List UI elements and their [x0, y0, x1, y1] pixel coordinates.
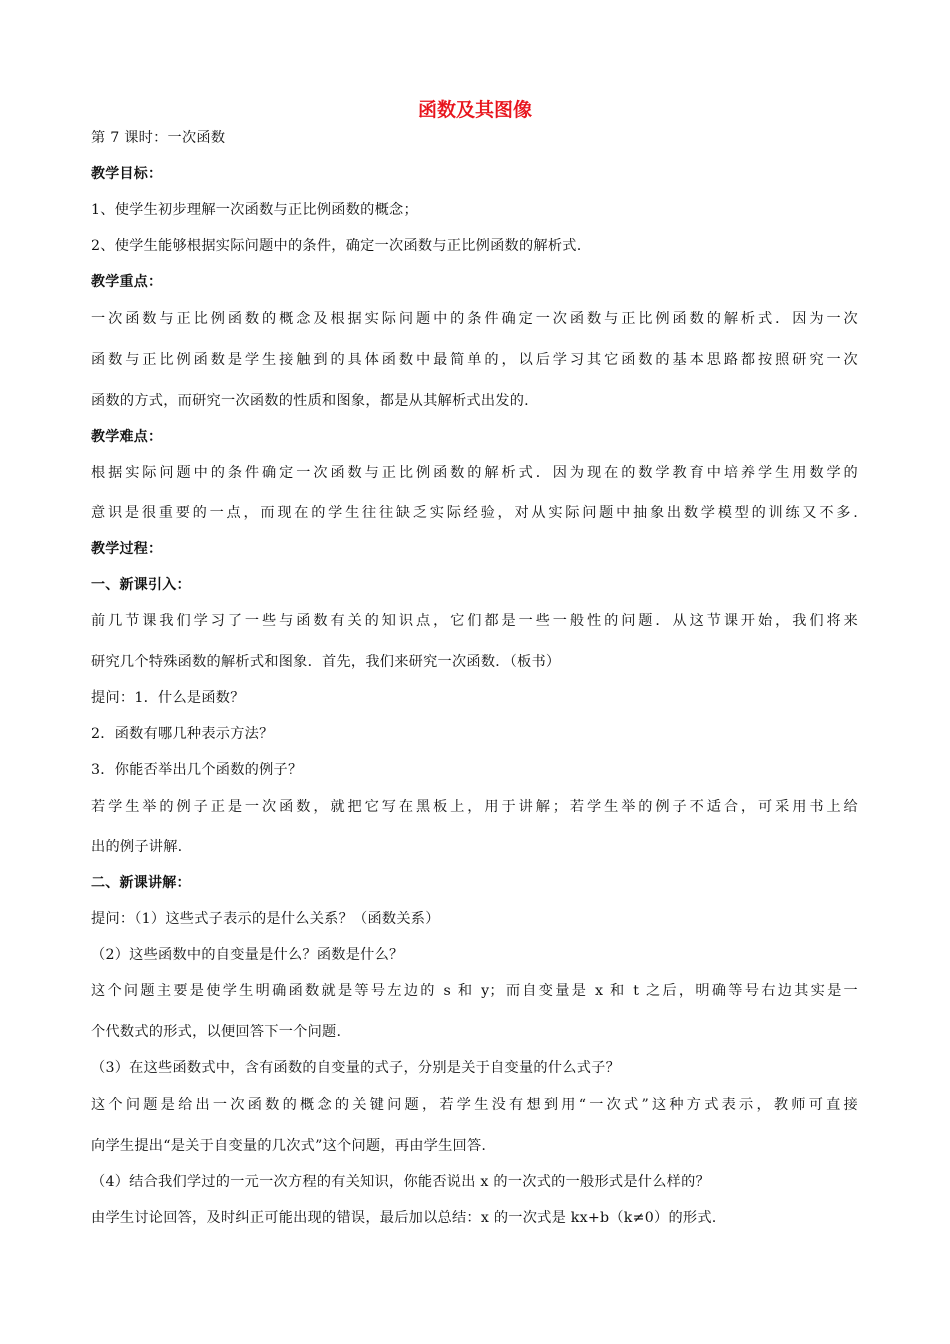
paragraph-line: 研究几个特殊函数的解析式和图象．首先，我们来研究一次函数．（板书） — [91, 654, 561, 670]
paragraph-line: 若学生举的例子正是一次函数，就把它写在黑板上，用于讲解；若学生举的例子不适合，可采用书上给 — [91, 799, 858, 815]
paragraph-line: 一次函数与正比例函数的概念及根据实际问题中的条件确定一次函数与正比例函数的解析式．因为一次 — [91, 311, 858, 327]
difficulty-heading: 教学难点： — [91, 429, 163, 445]
paragraph-line: 函数与正比例函数是学生接触到的具体函数中最简单的，以后学习其它函数的基本思路都按照研究一次 — [91, 352, 858, 368]
goals-heading: 教学目标： — [91, 166, 163, 182]
question-item: （2）这些函数中的自变量是什么？函数是什么？ — [91, 947, 404, 963]
key-points-heading: 教学重点： — [91, 274, 163, 290]
goal-item: 1、使学生初步理解一次函数与正比例函数的概念； — [91, 202, 418, 218]
question-item: 提问：（1）这些式子表示的是什么关系？（函数关系） — [91, 911, 440, 927]
document-title: 函数及其图像 — [417, 99, 532, 121]
goal-item: 2、使学生能够根据实际问题中的条件，确定一次函数与正比例函数的解析式. — [91, 238, 582, 254]
paragraph-line: 向学生提出“是关于自变量的几次式”这个问题，再由学生回答. — [91, 1138, 487, 1154]
lesson-label: 第 7 课时：一次函数 — [91, 130, 226, 146]
paragraph-line: 前几节课我们学习了一些与函数有关的知识点，它们都是一些一般性的问题．从这节课开始，我们将来 — [91, 613, 858, 629]
question-item: 2．函数有哪几种表示方法？ — [91, 726, 274, 742]
paragraph-line: 这个问题是给出一次函数的概念的关键问题，若学生没有想到用“一次式”这种方式表示，教师可直接 — [91, 1097, 858, 1113]
paragraph-line: 这个问题主要是使学生明确函数就是等号左边的 s 和 y；而自变量是 x 和 t 之后，明确等号右边其实是一 — [91, 983, 858, 999]
process-heading: 教学过程： — [91, 541, 163, 557]
new-lesson-heading: 二、新课讲解： — [91, 875, 191, 891]
question-item: （4）结合我们学过的一元一次方程的有关知识，你能否说出 x 的一次式的一般形式是什么样的？ — [91, 1174, 710, 1190]
question-item: 3．你能否举出几个函数的例子？ — [91, 762, 303, 778]
paragraph-line: 意识是很重要的一点，而现在的学生往往缺乏实际经验，对从实际问题中抽象出数学模型的训练又不多. — [91, 505, 858, 521]
paragraph-line: 个代数式的形式，以便回答下一个问题. — [91, 1024, 342, 1040]
paragraph-line: 根据实际问题中的条件确定一次函数与正比例函数的解析式．因为现在的数学教育中培养学生用数学的 — [91, 465, 858, 481]
paragraph-line: 由学生讨论回答，及时纠正可能出现的错误，最后加以总结：x 的一次式是 kx+b（k≠0）的形式. — [91, 1210, 717, 1226]
paragraph-line: 出的例子讲解. — [91, 839, 183, 855]
question-item: 提问：1．什么是函数？ — [91, 690, 245, 706]
question-item: （3）在这些函数式中，含有函数的自变量的式子，分别是关于自变量的什么式子？ — [91, 1060, 621, 1076]
intro-heading: 一、新课引入： — [91, 577, 191, 593]
paragraph-line: 函数的方式，而研究一次函数的性质和图象，都是从其解析式出发的. — [91, 393, 529, 409]
